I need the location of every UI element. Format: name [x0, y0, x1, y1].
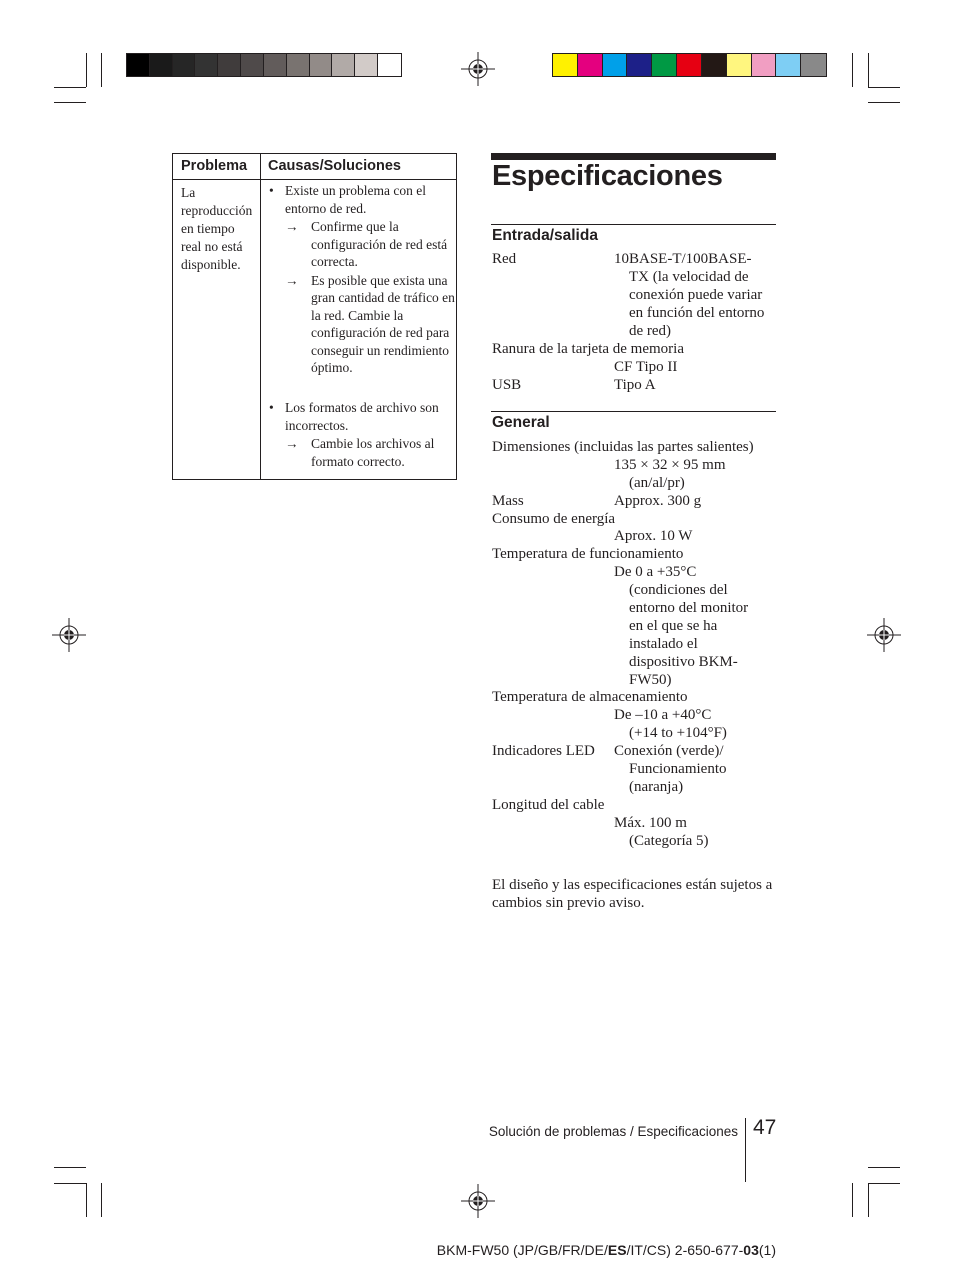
color-swatch — [578, 54, 603, 76]
spec-label: Ranura de la tarjeta de memoria — [492, 341, 684, 357]
spec-label: Dimensiones (incluidas las partes salientes) — [492, 439, 754, 455]
footer-section-title: Solución de problemas / Especificaciones — [488, 1124, 738, 1139]
spec-value: Máx. 100 m — [614, 815, 687, 831]
spec-label: Temperatura de almacenamiento — [492, 689, 688, 705]
spec-value: FW50) — [629, 672, 672, 688]
gray-swatch — [127, 54, 150, 76]
gray-swatch — [195, 54, 218, 76]
gray-swatch — [378, 54, 401, 76]
spec-value: en el que se ha — [629, 618, 718, 634]
registration-mark-right — [867, 618, 901, 652]
spec-value: conexión puede variar — [629, 287, 763, 303]
arrow-right-icon: → — [285, 219, 299, 234]
spec-label: USB — [492, 377, 522, 393]
solution-item — [285, 218, 455, 271]
color-swatch — [627, 54, 652, 76]
registration-mark-bottom — [461, 1184, 495, 1218]
spec-label: Mass — [492, 493, 524, 509]
spec-value: 135 × 32 × 95 mm — [614, 457, 726, 473]
spec-label: Consumo de energía — [492, 511, 616, 527]
spec-value: Approx. 300 g — [614, 493, 702, 509]
color-swatch — [553, 54, 578, 76]
spec-label: Indicadores LED — [492, 743, 595, 759]
cause-item — [269, 182, 455, 377]
cause-text: Los formatos de archivo son incorrectos. — [285, 400, 439, 433]
header-causes: Causas/Soluciones — [268, 158, 401, 174]
page-number-divider — [745, 1118, 746, 1182]
header-problem: Problema — [181, 158, 248, 174]
spec-value: Funcionamiento — [629, 761, 727, 777]
document-id: BKM-FW50 (JP/GB/FR/DE/ES/IT/CS) 2-650-677-03(1) — [436, 1242, 776, 1258]
color-swatch — [652, 54, 677, 76]
specs-note: El diseño y las especificaciones están sujetos a cambios sin previo aviso. — [492, 877, 773, 911]
gray-swatch — [287, 54, 310, 76]
spec-value: Tipo A — [614, 377, 656, 393]
spec-label: Longitud del cable — [492, 797, 605, 813]
title-rule — [491, 153, 776, 160]
gray-swatch — [150, 54, 173, 76]
spec-label: Temperatura de funcionamiento — [492, 546, 684, 562]
spec-value: (naranja) — [629, 779, 684, 795]
spec-value: Conexión (verde)/ — [614, 743, 724, 759]
spec-label: Red — [492, 251, 517, 267]
grayscale-bar — [126, 53, 402, 77]
spec-value: (Categoría 5) — [629, 833, 709, 849]
color-swatch — [801, 54, 826, 76]
spec-value: en función del entorno — [629, 305, 765, 321]
gray-swatch — [241, 54, 264, 76]
spec-value: TX (la velocidad de — [629, 269, 749, 285]
spec-value: instalado el — [629, 636, 698, 652]
solution-item — [285, 435, 455, 470]
registration-mark-top — [461, 52, 495, 86]
section-heading-general: General — [492, 414, 550, 431]
arrow-right-icon: → — [285, 272, 299, 288]
section-rule — [491, 224, 776, 225]
spec-value: CF Tipo II — [614, 359, 678, 375]
arrow-right-icon: → — [285, 436, 299, 451]
spec-value: (+14 to +104°F) — [629, 725, 727, 741]
spec-value: De 0 a +35°C — [614, 564, 697, 580]
bullet: • — [269, 400, 274, 415]
gray-swatch — [332, 54, 355, 76]
spec-value: entorno del monitor — [629, 600, 749, 616]
section-rule — [491, 411, 776, 412]
color-swatch — [702, 54, 727, 76]
troubleshooting-table — [172, 153, 457, 480]
spec-value: De –10 a +40°C — [614, 707, 712, 723]
spec-value: de red) — [629, 323, 672, 339]
spec-value: Aprox. 10 W — [614, 528, 693, 544]
cause-text: Existe un problema con el entorno de red. — [285, 183, 426, 216]
cause-item — [269, 399, 455, 470]
gray-swatch — [218, 54, 241, 76]
problem-text: La reproducción en tiempo real no está disponible. — [181, 185, 253, 272]
gray-swatch — [173, 54, 196, 76]
page-title: Especificaciones — [492, 160, 723, 192]
solution-item — [285, 272, 455, 377]
gray-swatch — [310, 54, 333, 76]
solution-text: Es posible que exista una gran cantidad de tráfico en la red. Cambie la configuración de red para conseguir un rendimiento óptimo. — [311, 272, 455, 375]
section-heading-io: Entrada/salida — [492, 227, 598, 244]
page-number: 47 — [753, 1116, 777, 1139]
solution-text: Cambie los archivos al formato correcto. — [311, 436, 435, 469]
color-swatch — [776, 54, 801, 76]
bullet: • — [269, 183, 274, 198]
color-swatch — [603, 54, 628, 76]
spec-value: (condiciones del — [629, 582, 728, 598]
spec-value: (an/al/pr) — [629, 475, 685, 491]
gray-swatch — [264, 54, 287, 76]
color-swatch — [677, 54, 702, 76]
color-swatch — [752, 54, 777, 76]
gray-swatch — [355, 54, 378, 76]
solution-text: Confirme que la configuración de red está correcta. — [311, 219, 448, 269]
registration-mark-left — [52, 618, 86, 652]
color-bar — [552, 53, 827, 77]
spec-value: dispositivo BKM- — [629, 654, 738, 670]
spec-value: 10BASE-T/100BASE- — [614, 251, 752, 267]
color-swatch — [727, 54, 752, 76]
